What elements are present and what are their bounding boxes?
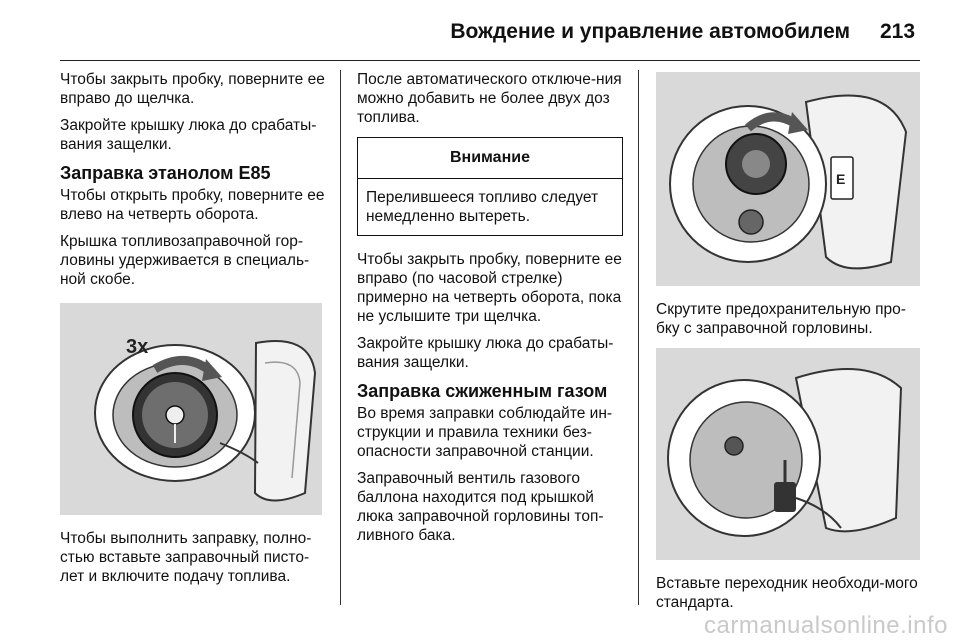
paragraph-unscrew-cap: Скрутите предохранительную про-бку с заправочной горловины.	[656, 301, 906, 337]
page-number: 213	[880, 20, 916, 43]
column-3	[656, 70, 922, 620]
figure-lpg-cap	[656, 72, 920, 286]
warning-box	[357, 137, 623, 236]
paragraph-lpg-valve: Заправочный вентиль газового баллона находится под крышкой люка заправочной горловины топ-ливного бака.	[357, 470, 604, 544]
paragraph-refuel: Чтобы выполнить заправку, полно-стью вставьте заправочный писто-лет и включите подачу топлива.	[60, 530, 312, 585]
fuel-cap-illustration	[60, 303, 322, 515]
column-1	[60, 70, 330, 594]
flap-badge-label: E	[836, 171, 846, 187]
figure-fuel-cap-e85	[60, 303, 322, 515]
section-heading-e85: Заправка этанолом E85	[60, 163, 271, 183]
paragraph-auto-shutoff: После автоматического отключе-ния можно добавить не более двух доз топлива.	[357, 71, 622, 126]
watermark: carmanualsonline.info	[704, 612, 948, 639]
column-2	[357, 70, 623, 553]
paragraph-close-cap: Чтобы закрыть пробку, поверните ее вправо до щелчка.	[60, 71, 325, 107]
lpg-cap-illustration	[656, 72, 920, 286]
figure-lpg-adapter	[656, 348, 920, 560]
paragraph-close-flap-2: Закройте крышку люка до срабаты-вания защелки.	[357, 335, 614, 371]
warning-text: Перелившееся топливо следует немедленно вытереть.	[366, 189, 599, 225]
paragraph-cap-holder: Крышка топливозаправочной гор-ловины удерживается в специаль-ной скобе.	[60, 233, 310, 288]
page-title: Вождение и управление автомобилем	[450, 20, 850, 43]
paragraph-insert-adapter: Вставьте переходник необходи-мого стандарта.	[656, 575, 918, 611]
column-divider-right	[638, 70, 639, 605]
paragraph-close-cap-clicks: Чтобы закрыть пробку, поверните ее вправо (по часовой стрелке) примерно на четверть оборота, пока не услышите три щелчка.	[357, 251, 622, 325]
column-divider-left	[340, 70, 341, 605]
section-heading-lpg: Заправка сжиженным газом	[357, 381, 608, 401]
paragraph-close-flap: Закройте крышку люка до срабаты-вания защелки.	[60, 117, 317, 153]
warning-title: Внимание	[358, 138, 622, 179]
paragraph-lpg-safety: Во время заправки соблюдайте ин-струкции и правила техники без-опасности заправочной станции.	[357, 405, 613, 460]
header-rule	[60, 60, 920, 61]
lpg-adapter-illustration	[656, 348, 920, 560]
paragraph-open-cap: Чтобы открыть пробку, поверните ее влево на четверть оборота.	[60, 187, 325, 223]
figure-turn-label: 3x	[126, 336, 149, 358]
